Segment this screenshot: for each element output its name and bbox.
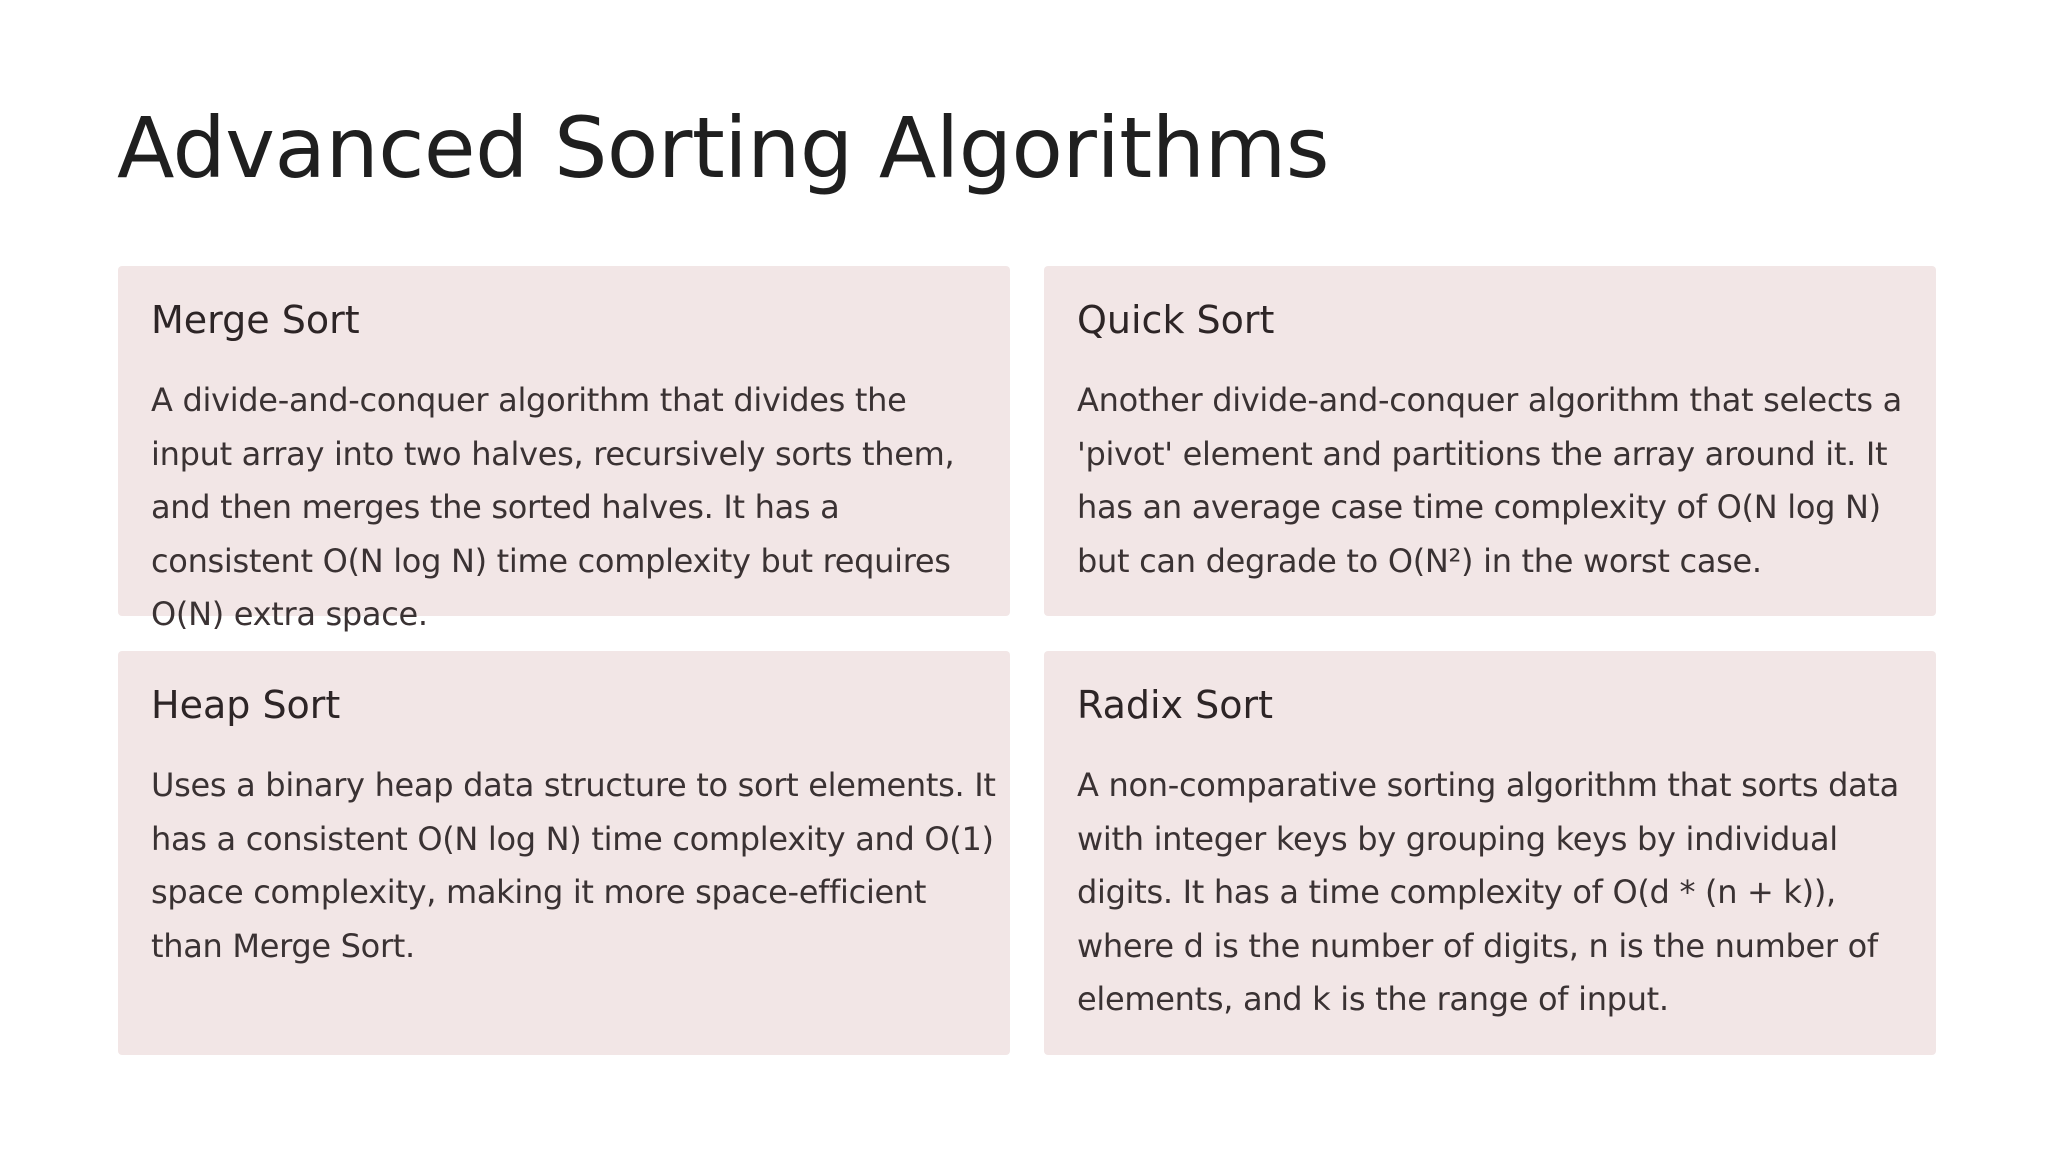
description-line: consistent O(N log N) time complexity but requires	[151, 541, 951, 580]
description-line: elements, and k is the range of input.	[1077, 980, 1669, 1018]
description-line: 'pivot' element and partitions the array around it. It	[1077, 434, 1888, 473]
card-description	[151, 759, 996, 973]
description-line: Uses a binary heap data structure to sort elements. It	[151, 766, 996, 804]
card-heap-sort	[118, 651, 1010, 1055]
description-line: has an average case time complexity of O(N log N)	[1077, 488, 1881, 526]
card-description	[1077, 759, 1917, 1027]
description-line: with integer keys by grouping keys by individual	[1077, 819, 1838, 858]
description-line: where d is the number of digits, n is the number of	[1077, 926, 1878, 965]
card-title: Heap Sort	[151, 683, 341, 727]
card-description	[151, 374, 991, 642]
description-line: has a consistent O(N log N) time complexity and O(1)	[151, 819, 994, 858]
description-line: A divide-and-conquer algorithm that divides the	[151, 381, 907, 419]
card-merge-sort	[118, 266, 1010, 633]
slide-title: Advanced Sorting Algorithms	[117, 99, 1330, 197]
description-line: input array into two halves, recursively sorts them,	[151, 434, 955, 473]
description-line: Another divide-and-conquer algorithm that selects a	[1077, 381, 1902, 419]
description-line: than Merge Sort.	[151, 926, 415, 965]
card-title: Quick Sort	[1077, 298, 1275, 342]
card-description	[1077, 374, 1917, 588]
description-line: A non-comparative sorting algorithm that sorts data	[1077, 766, 1899, 804]
description-line: but can degrade to O(N²) in the worst case.	[1077, 541, 1762, 580]
card-radix-sort	[1044, 651, 1936, 1055]
card-title: Merge Sort	[151, 298, 360, 342]
description-line: digits. It has a time complexity of O(d * (n + k)),	[1077, 873, 1836, 911]
card-title: Radix Sort	[1077, 683, 1273, 727]
description-line: and then merges the sorted halves. It has a	[151, 488, 840, 526]
description-line: space complexity, making it more space-efficient	[151, 873, 927, 911]
description-line: O(N) extra space.	[151, 595, 428, 633]
card-quick-sort	[1044, 266, 1936, 616]
